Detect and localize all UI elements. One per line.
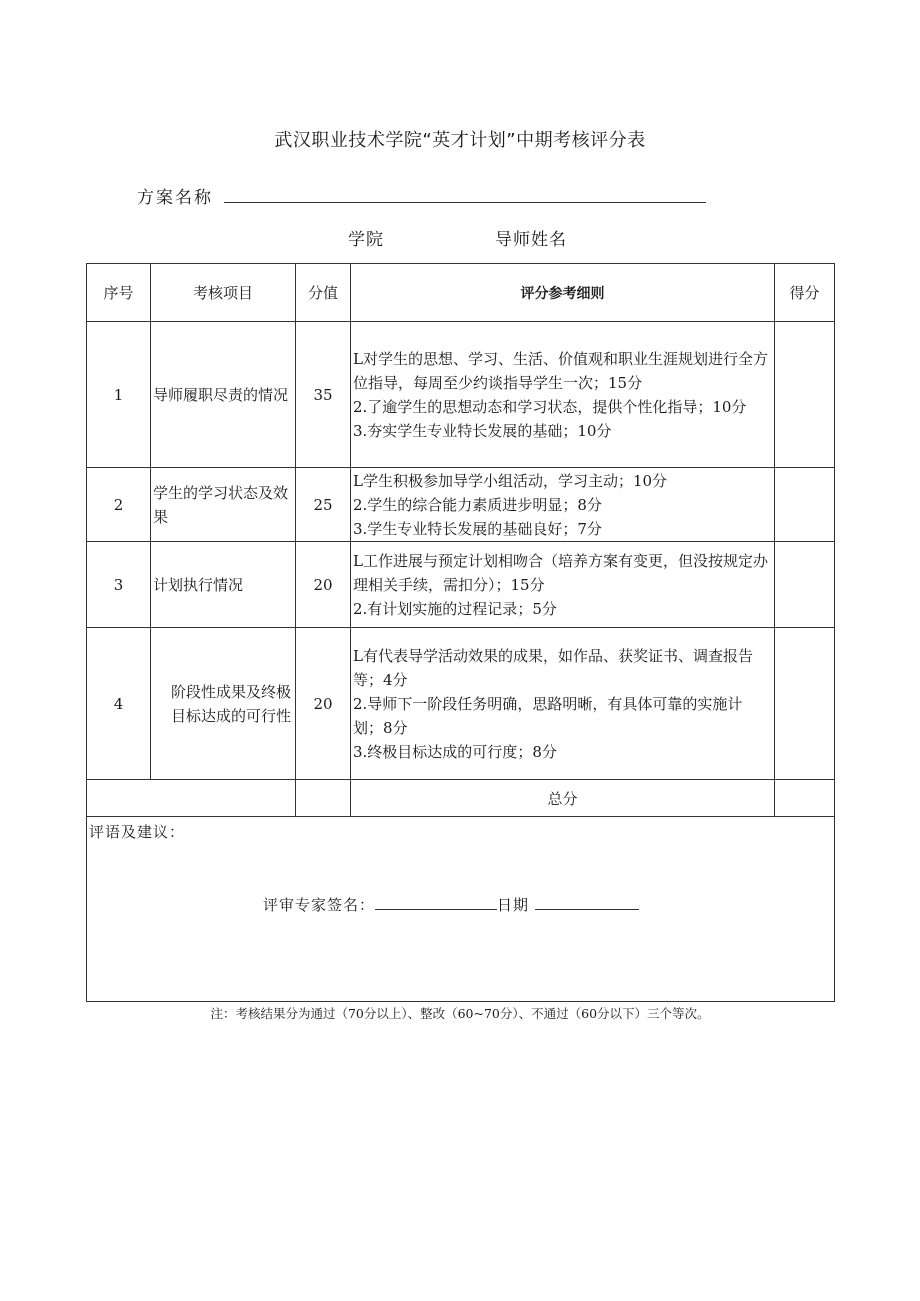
rule-line: L有代表导学活动效果的成果，如作品、获奖证书、调查报告等；4分 [353, 646, 753, 689]
total-score-input[interactable] [775, 780, 835, 817]
total-label: 总分 [351, 780, 775, 817]
mentor-name-label: 导师姓名 [495, 230, 567, 250]
rule-line: L对学生的思想、学习、生活、价值观和职业生涯规划进行全方位指导，每周至少约谈指导学生一次；15分 [353, 349, 768, 392]
score-table [86, 263, 835, 1002]
row-item: 计划执行情况 [151, 542, 296, 628]
college-label: 学院 [348, 230, 384, 250]
rule-line: 3.终极目标达成的可行度；8分 [353, 742, 557, 761]
row-seq: 3 [87, 542, 151, 628]
signature-field[interactable] [375, 895, 497, 910]
row-points: 35 [296, 322, 351, 468]
rule-line: 2.了逾学生的思想动态和学习状态，提供个性化指导；10分 [353, 397, 747, 416]
date-label: 日期 [497, 896, 530, 914]
rule-line: 3.夯实学生专业特长发展的基础；10分 [353, 421, 612, 440]
header-score: 得分 [775, 264, 835, 322]
table-header-row [87, 264, 835, 322]
row-item: 阶段性成果及终极目标达成的可行性 [151, 628, 296, 780]
plan-name-field[interactable] [224, 202, 706, 203]
comments-row [87, 817, 835, 1002]
total-blank [87, 780, 296, 817]
table-row [87, 322, 835, 468]
row-rules [351, 628, 775, 780]
header-points: 分值 [296, 264, 351, 322]
total-blank [296, 780, 351, 817]
header-rules: 评分参考细则 [351, 264, 775, 322]
rule-line: L工作进展与预定计划相吻合（培养方案有变更，但没按规定办理相关手续，需扣分）；15分 [353, 551, 768, 594]
rule-line: 3.学生专业特长发展的基础良好；7分 [353, 519, 602, 538]
row-points: 20 [296, 542, 351, 628]
comments-area[interactable] [87, 817, 835, 1002]
rule-line: 2.学生的综合能力素质进步明显；8分 [353, 495, 602, 514]
form-title: 武汉职业技术学院“英才计划”中期考核评分表 [274, 130, 646, 151]
row-seq: 2 [87, 468, 151, 542]
total-row [87, 780, 835, 817]
date-field[interactable] [535, 895, 639, 910]
table-row [87, 628, 835, 780]
row-rules [351, 322, 775, 468]
rule-line: 2.导师下一阶段任务明确，思路明晰，有具体可靠的实施计划；8分 [353, 694, 743, 737]
rule-line: L学生积极参加导学小组活动，学习主动；10分 [353, 471, 668, 490]
row-item: 导师履职尽责的情况 [151, 322, 296, 468]
row-seq: 4 [87, 628, 151, 780]
row-score-input[interactable] [775, 468, 835, 542]
row-score-input[interactable] [775, 628, 835, 780]
row-score-input[interactable] [775, 322, 835, 468]
row-seq: 1 [87, 322, 151, 468]
row-score-input[interactable] [775, 542, 835, 628]
row-rules [351, 542, 775, 628]
table-row [87, 468, 835, 542]
signature-block [263, 894, 639, 915]
plan-name-label: 方案名称 [137, 188, 213, 208]
header-seq: 序号 [87, 264, 151, 322]
table-row [87, 542, 835, 628]
row-points: 25 [296, 468, 351, 542]
row-points: 20 [296, 628, 351, 780]
comments-label: 评语及建议： [89, 823, 186, 841]
footnote: 注：考核结果分为通过（70分以上）、整改（60~70分）、不通过（60分以下）三个等次。 [210, 1006, 710, 1021]
row-rules [351, 468, 775, 542]
signature-label: 评审专家签名： [263, 896, 376, 914]
row-item: 学生的学习状态及效果 [151, 468, 296, 542]
header-item: 考核项目 [151, 264, 296, 322]
rule-line: 2.有计划实施的过程记录；5分 [353, 599, 557, 618]
